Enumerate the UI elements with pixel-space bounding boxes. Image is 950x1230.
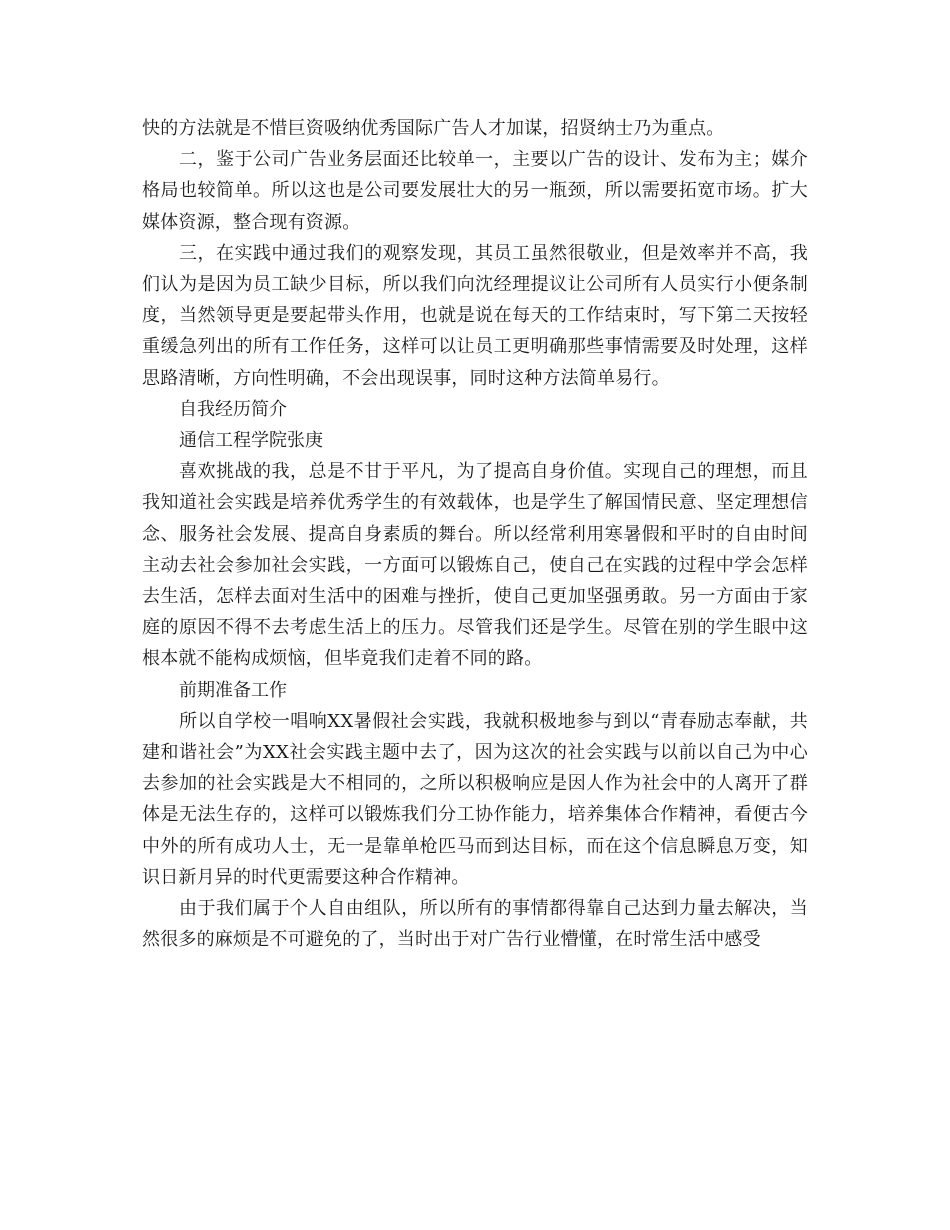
paragraph-preparation: 所以自学校一唱响XX暑假社会实践，我就积极地参与到以“青春励志奉献，共建和谐社会”为XX社会实践主题中去了，因为这次的社会实践与以前以自己为中心去参加的社会实践是大不相同的，之所以积极响应是因人作为社会中的人离开了群体是无法生存的，这样可以锻炼我们分工协作能力，培养集体合作精神，看便古今中外的所有成功人士，无一是靠单枪匹马而到达目标，而在这个信息瞬息万变，知识日新月异的时代更需要这种合作精神。 bbox=[142, 710, 808, 888]
paragraph-self-intro: 喜欢挑战的我，总是不甘于平凡，为了提高自身价值。实现自己的理想，而且我知道社会实践是培养优秀学生的有效载体，也是学生了解国情民意、坚定理想信念、服务社会发展、提高自身素质的舞台。所以经常利用寒暑假和平时的自由时间主动去社会参加社会实践，一方面可以锻炼自己，使自己在实践的过程中学会怎样去生活，怎样去面对生活中的困难与挫折，使自己更加坚强勇敢。另一方面由于家庭的原因不得不去考虑生活上的压力。尽管我们还是学生。尽管在别的学生眼中这根本就不能构成烦恼，但毕竟我们走着不同的路。 bbox=[142, 461, 808, 670]
document-body bbox=[142, 113, 808, 955]
section-heading-preparation: 前期准备工作 bbox=[179, 679, 287, 701]
section-heading-self-intro: 自我经历简介 bbox=[179, 398, 287, 420]
paragraph-point-two: 二，鉴于公司广告业务层面还比较单一，主要以广告的设计、发布为主；媒介格局也较简单。所以这也是公司要发展壮大的另一瓶颈，所以需要拓宽市场。扩大媒体资源，整合现有资源。 bbox=[142, 149, 808, 233]
author-line: 通信工程学院张庚 bbox=[179, 430, 323, 452]
paragraph-team: 由于我们属于个人自由组队，所以所有的事情都得靠自己达到力量去解决，当然很多的麻烦是不可避免的了，当时出于对广告行业懵懂，在时常生活中感受 bbox=[142, 898, 808, 951]
paragraph-point-three: 三，在实践中通过我们的观察发现，其员工虽然很敬业，但是效率并不高，我们认为是因为员工缺少目标，所以我们向沈经理提议让公司所有人员实行小便条制度，当然领导更是要起带头作用，也就是说在每天的工作结束时，写下第二天按轻重缓急列出的所有工作任务，这样可以让员工更明确那些事情需要及时处理，这样思路清晰，方向性明确，不会出现误事，同时这种方法简单易行。 bbox=[142, 242, 808, 389]
paragraph-continuation: 快的方法就是不惜巨资吸纳优秀国际广告人才加谋，招贤纳士乃为重点。 bbox=[142, 118, 725, 139]
